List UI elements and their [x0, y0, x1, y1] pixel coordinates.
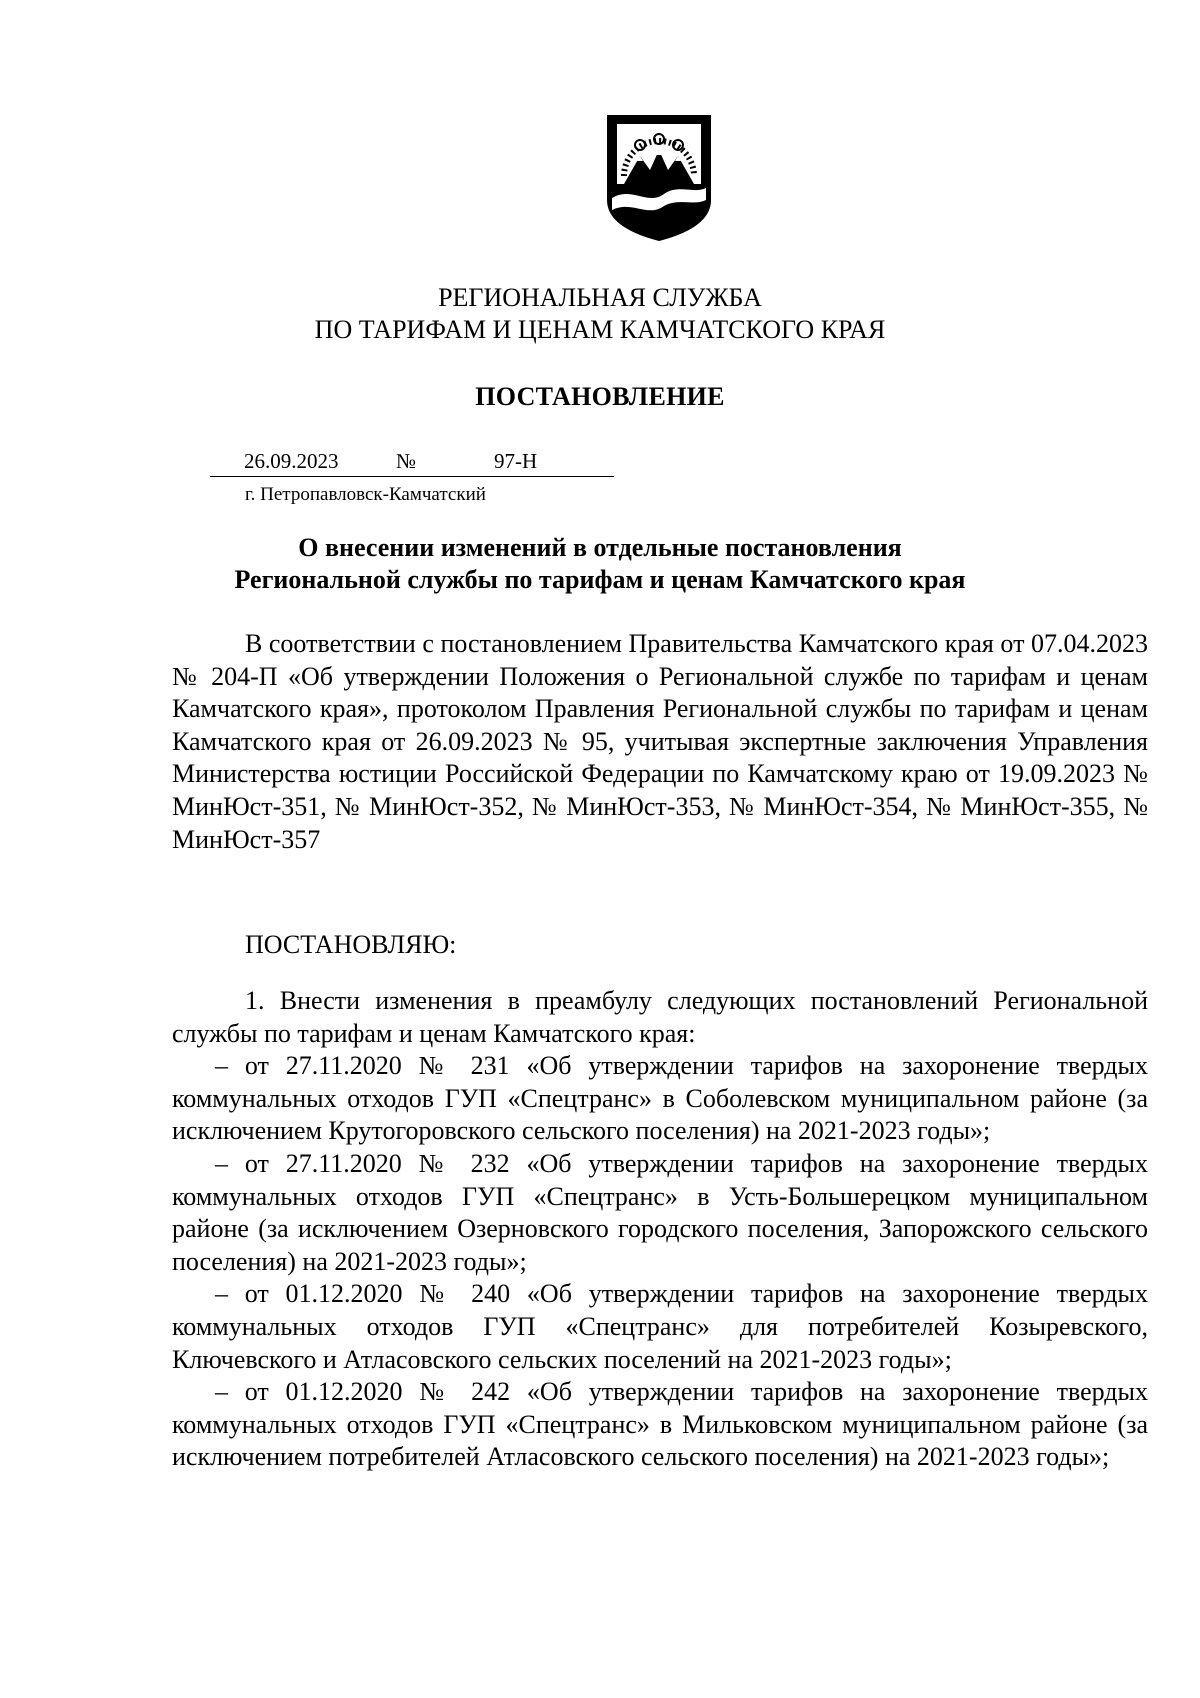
subject-line-2: Региональной службы по тарифам и ценам Камчатского края [234, 565, 966, 594]
preamble-paragraph: В соответствии с постановлением Правительства Камчатского края от 07.04.2023 № 204-П «Об утверждении Положения о Региональной службе по тарифам и ценам Камчатского края», протоколом Правления Региональной службы по тарифам и ценам Камчатского края от 26.09.2023 № 95, учитывая экспертные заключения Управления Министерства юстиции Российской Федерации по Камчатскому краю от 19.09.2023 № МинЮст-351, № МинЮст-352, № МинЮст-353, № МинЮст-354, № МинЮст-355, № МинЮст-357 [172, 629, 1148, 854]
organization-name-line-1: РЕГИОНАЛЬНАЯ СЛУЖБА [438, 283, 762, 312]
list-item: – от 01.12.2020 № 242 «Об утверждении тарифов на захоронение твердых коммунальных отходов ГУП «Спецтранс» в Мильковском муниципальном районе (за исключением потребителей Атласовского сельского поселения) на 2021-2023 годы»; [172, 1377, 1148, 1472]
document-date: 26.09.2023 [244, 449, 339, 473]
document-type-title: ПОСТАНОВЛЕНИЕ [475, 382, 725, 411]
date-number-line [210, 446, 614, 477]
item-1-paragraph: 1. Внести изменения в преамбулу следующих постановлений Региональной службы по тарифам и ценам Камчатского края: [172, 986, 1148, 1048]
document-city: г. Петропавловск-Камчатский [245, 484, 486, 505]
document-number: 97-Н [494, 449, 538, 473]
document-subject [0, 532, 1200, 596]
list-item: – от 27.11.2020 № 231 «Об утверждении тарифов на захоронение твердых коммунальных отходов ГУП «Спецтранс» в Соболевском муниципальном районе (за исключением Крутогоровского сельского поселения) на 2021-2023 годы»; [172, 1051, 1148, 1146]
list-item: – от 27.11.2020 № 232 «Об утверждении тарифов на захоронение твердых коммунальных отходов ГУП «Спецтранс» в Усть-Большерецком муниципальном районе (за исключением Озерновского городского поселения, Запорожского сельского поселения) на 2021-2023 годы»; [172, 1148, 1148, 1276]
list-item: – от 01.12.2020 № 240 «Об утверждении тарифов на захоронение твердых коммунальных отходов ГУП «Спецтранс» для потребителей Козыревского, Ключевского и Атласовского сельских поселений на 2021-2023 годы»; [172, 1279, 1148, 1374]
subject-line-1: О внесении изменений в отдельные постановления [298, 533, 902, 562]
coat-of-arms-icon [606, 114, 712, 242]
decree-word: ПОСТАНОВЛЯЮ: [245, 930, 457, 959]
decision-list [172, 985, 1148, 1474]
number-sign: № [396, 449, 417, 473]
organization-name-line-2: ПО ТАРИФАМ И ЦЕНАМ КАМЧАТСКОГО КРАЯ [314, 315, 886, 344]
